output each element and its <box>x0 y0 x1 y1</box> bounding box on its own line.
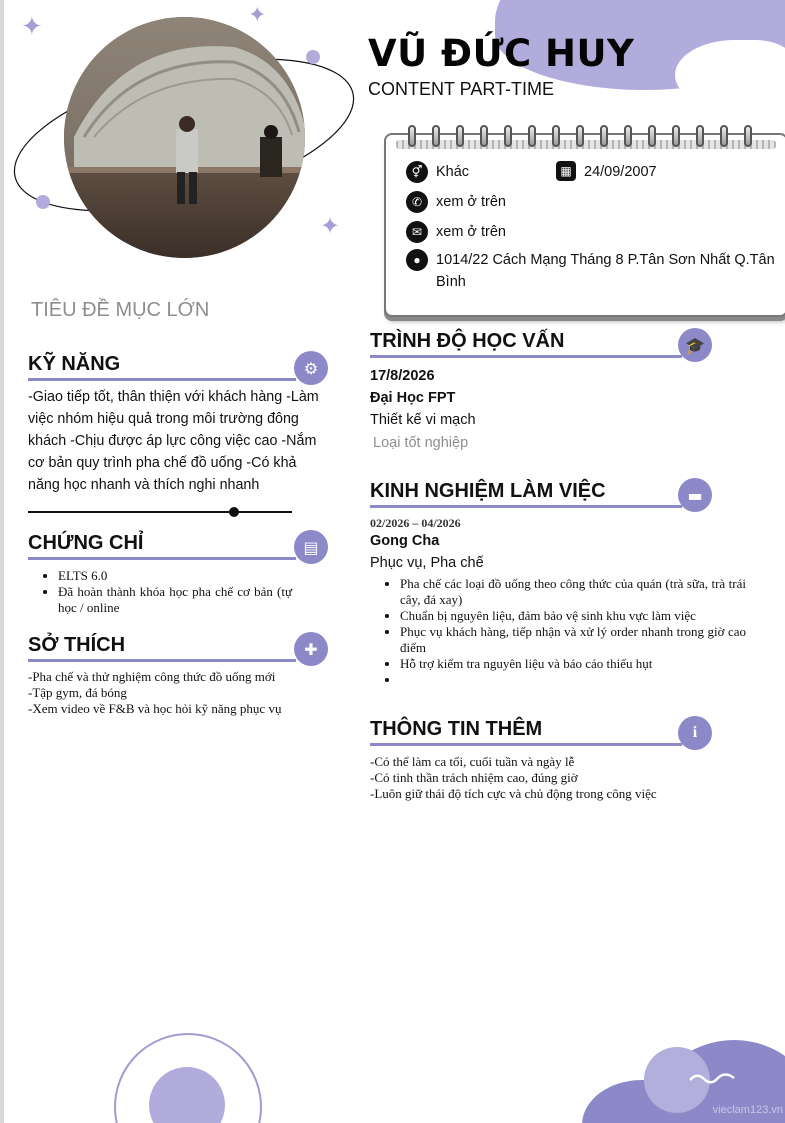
location-pin-icon: ● <box>406 249 428 271</box>
spiral-ring <box>600 125 608 147</box>
duty-item <box>400 672 746 690</box>
extra-line: -Có tinh thần trách nhiệm cao, đúng giờ <box>370 770 578 785</box>
graduation-cap-icon: 🎓 <box>678 328 712 362</box>
certificate-item: • ELTS 6.0 <box>58 568 292 584</box>
hobby-line: -Xem video về F&B và học hỏi kỹ năng phục vụ <box>28 701 282 716</box>
contact-phone <box>406 191 506 213</box>
extra-info-heading <box>370 710 715 746</box>
watermark: vieclam123.vn <box>712 1104 783 1116</box>
contact-email <box>406 221 506 243</box>
hobbies-text <box>28 669 290 717</box>
skills-text: -Giao tiếp tốt, thân thiện với khách hàng -Làm việc nhóm hiệu quả trong môi trường đông khách -Chịu được áp lực công việc cao -Nắm cơ bản quy trình pha chế đồ uống -Có khả năng học nhanh và thích nghi nhanh <box>28 389 319 493</box>
heading-rule <box>370 355 682 358</box>
puzzle-icon: ✚ <box>294 632 328 666</box>
phone-icon: ✆ <box>406 191 428 213</box>
spiral-ring <box>408 125 416 147</box>
spiral-ring <box>432 125 440 147</box>
contact-birthday <box>556 161 657 183</box>
divider-dot <box>229 507 239 517</box>
heading-rule <box>28 378 296 381</box>
candidate-role: CONTENT PART-TIME <box>368 79 555 99</box>
experience-period: 02/2026 – 04/2026 <box>370 516 461 530</box>
experience-duties <box>370 576 746 690</box>
skills-heading <box>28 345 328 381</box>
gear-icon: ⚙ <box>294 351 328 385</box>
extra-info-text <box>370 754 730 802</box>
info-icon: i <box>678 716 712 750</box>
certificates-heading <box>28 524 328 560</box>
education-heading <box>370 322 715 358</box>
spiral-ring <box>720 125 728 147</box>
hobby-line: -Pha chế và thử nghiệm công thức đồ uống mới <box>28 669 276 684</box>
heading-rule <box>370 743 682 746</box>
duty-item: • Chuẩn bị nguyên liệu, đảm bảo vệ sinh khu vực làm việc <box>400 608 746 624</box>
duty-item: • Hỗ trợ kiểm tra nguyên liệu và báo cáo thiếu hụt <box>400 656 746 672</box>
divider-line <box>28 511 292 513</box>
email-value: xem ở trên <box>436 224 506 240</box>
education-major: Thiết kế vi mạch <box>370 412 476 428</box>
certificate-icon: ▤ <box>294 530 328 564</box>
spiral-ring <box>624 125 632 147</box>
spiral-ring <box>744 125 752 147</box>
spiral-ring <box>504 125 512 147</box>
spiral-ring <box>672 125 680 147</box>
heading-rule <box>370 505 682 508</box>
hobby-line: -Tập gym, đá bóng <box>28 685 127 700</box>
spiral-ring <box>576 125 584 147</box>
sparkle-icon: ✦ <box>248 3 267 28</box>
heading-rule <box>28 659 296 662</box>
calendar-icon: ▦ <box>556 161 576 181</box>
hobbies-heading <box>28 626 328 662</box>
contact-gender <box>406 161 469 183</box>
education-date: 17/8/2026 <box>370 368 435 384</box>
education-title: TRÌNH ĐỘ HỌC VẤN <box>370 330 565 352</box>
spiral-ring <box>552 125 560 147</box>
briefcase-icon: ▬ <box>678 478 712 512</box>
extra-line: -Luôn giữ thái độ tích cực và chủ động trong công việc <box>370 786 657 801</box>
certificates-title: CHỨNG CHỈ <box>28 532 144 554</box>
education-school: Đại Học FPT <box>370 390 456 406</box>
hobbies-title: SỞ THÍCH <box>28 634 126 656</box>
experience-position: Phục vụ, Pha chế <box>370 555 484 571</box>
gender-icon: ⚥ <box>406 161 428 183</box>
sparkle-icon: ✦ <box>320 212 341 240</box>
spiral-ring <box>480 125 488 147</box>
spiral-ring <box>528 125 536 147</box>
gender-value: Khác <box>436 164 470 180</box>
contact-card <box>384 133 785 317</box>
certificates-list <box>28 568 292 616</box>
duty-item: • Phục vụ khách hàng, tiếp nhận và xử lý order nhanh trong giờ cao điểm <box>400 624 746 656</box>
email-icon: ✉ <box>406 221 428 243</box>
decor-blob-cutout <box>675 40 785 110</box>
address-value: 1014/22 Cách Mạng Tháng 8 P.Tân Sơn Nhất Q.Tân Bình <box>436 252 775 290</box>
experience-company: Gong Cha <box>370 533 440 549</box>
duty-item: • Pha chế các loại đồ uống theo công thức của quán (trà sữa, trà trái cây, đá xay) <box>400 576 746 608</box>
experience-title: KINH NGHIỆM LÀM VIỆC <box>370 480 606 502</box>
candidate-name: VŨ ĐỨC HUY <box>368 32 635 75</box>
profile-photo <box>64 17 305 258</box>
education-grade: Loại tốt nghiệp <box>373 435 469 451</box>
experience-heading <box>370 472 715 508</box>
extra-info-title: THÔNG TIN THÊM <box>370 718 543 740</box>
notepad-binding <box>396 140 776 149</box>
sparkle-icon: ✦ <box>21 12 43 42</box>
extra-line: -Có thể làm ca tối, cuối tuần và ngày lễ <box>370 754 575 769</box>
big-section-title: TIÊU ĐỀ MỤC LỚN <box>31 299 210 321</box>
spiral-ring <box>648 125 656 147</box>
contact-address <box>406 249 776 293</box>
phone-value: xem ở trên <box>436 194 506 210</box>
heading-rule <box>28 557 296 560</box>
birthday-value: 24/09/2007 <box>584 164 657 180</box>
spiral-ring <box>696 125 704 147</box>
certificate-item: • Đã hoàn thành khóa học pha chế cơ bản (tự học / online <box>58 584 292 616</box>
spiral-ring <box>456 125 464 147</box>
wave-icon <box>688 1070 738 1086</box>
skills-title: KỸ NĂNG <box>28 353 121 375</box>
